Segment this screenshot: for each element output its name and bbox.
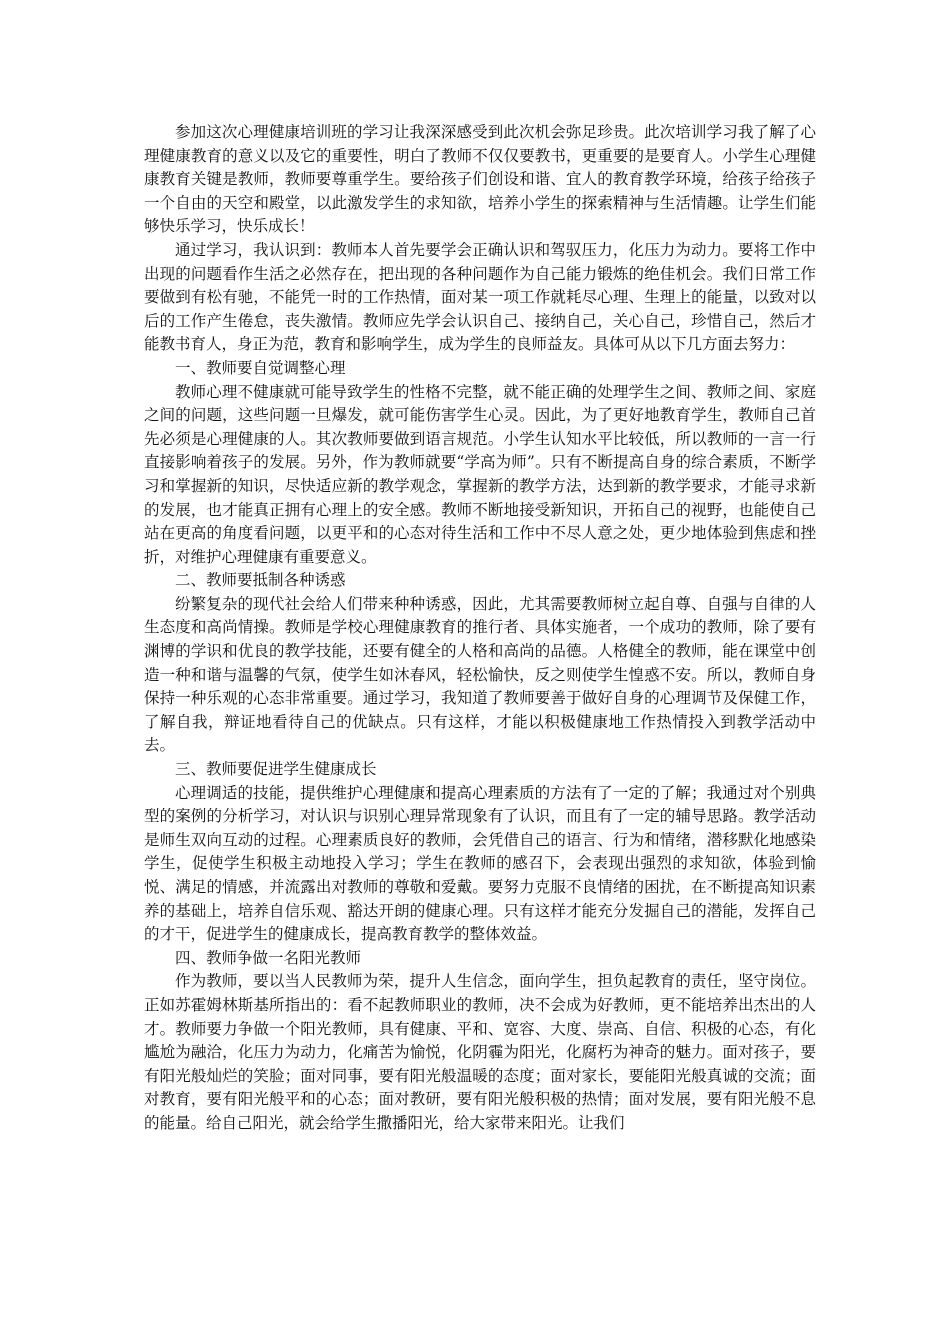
section-heading-2: 二、教师要抵制各种诱惑 bbox=[175, 571, 346, 590]
paragraph-section-2: 纷繁复杂的现代社会给人们带来种种诱惑，因此，尤其需要教师树立起自尊、自强与自律的人生态度和高尚情操。教师是学校心理健康教育的推行者、具体实施者，一个成功的教师，除了要有渊博的学识和优良的教学技能，还要有健全的人格和高尚的品德。人格健全的教师，能在课堂中创造一种和谐与温馨的气氛，使学生如沐春风，轻松愉快，反之则使学生惶惑不安。所以，教师自身保持一种乐观的心态非常重要。通过学习，我知道了教师要善于做好自身的心理调节及保健工作，了解自我，辩证地看待自己的优缺点。只有这样，才能以积极健康地工作热情投入到教学活动中去。 bbox=[144, 594, 816, 755]
paragraph-section-1: 教师心理不健康就可能导致学生的性格不完整，就不能正确的处理学生之间、教师之间、家庭之间的问题，这些问题一旦爆发，就可能伤害学生心灵。因此，为了更好地教育学生，教师自己首先必须是心理健康的人。其次教师要做到语言规范。小学生认知水平比较低，所以教师的一言一行直接影响着孩子的发展。另外，作为教师就要“学高为师”。只有不断提高自身的综合素质，不断学习和掌握新的知识，尽快适应新的教学观念，掌握新的教学方法，达到新的教学要求，才能寻求新的发展，也才能真正拥有心理上的安全感。教师不断地接受新知识，开拓自己的视野，也能使自己站在更高的角度看问题，以更平和的心态对待生活和工作中不尽人意之处，更少地体验到焦虑和挫折，对维护心理健康有重要意义。 bbox=[144, 382, 816, 566]
document-body bbox=[144, 121, 816, 1136]
section-heading-3: 三、教师要促进学生健康成长 bbox=[175, 760, 377, 779]
section-heading-4: 四、教师争做一名阳光教师 bbox=[175, 948, 362, 967]
paragraph-section-3: 心理调适的技能，提供维护心理健康和提高心理素质的方法有了一定的了解；我通过对个别典型的案例的分析学习，对认识与识别心理异常现象有了认识，而且有了一定的辅导思路。教学活动是师生双向互动的过程。心理素质良好的教师，会凭借自己的语言、行为和情绪，潜移默化地感染学生，促使学生积极主动地投入学习；学生在教师的感召下，会表现出强烈的求知欲，体验到愉悦、满足的情感，并流露出对教师的尊敬和爱戴。要努力克服不良情绪的困扰，在不断提高知识素养的基础上，培养自信乐观、豁达开朗的健康心理。只有这样才能充分发掘自己的潜能，发挥自己的才干，促进学生的健康成长，提高教育教学的整体效益。 bbox=[144, 783, 816, 944]
paragraph-intro: 参加这次心理健康培训班的学习让我深深感受到此次机会弥足珍贵。此次培训学习我了解了心理健康教育的意义以及它的重要性，明白了教师不仅仅要教书，更重要的是要育人。小学生心理健康教育关键是教师，教师要尊重学生。要给孩子们创设和谐、宜人的教育教学环境，给孩子给孩子一个自由的天空和殿堂，以此激发学生的求知欲，培养小学生的探索精神与生活情趣。让学生们能够快乐学习，快乐成长！ bbox=[144, 123, 816, 236]
section-heading-1: 一、教师要自觉调整心理 bbox=[175, 358, 346, 377]
paragraph-section-4: 作为教师，要以当人民教师为荣，提升人生信念，面向学生，担负起教育的责任，坚守岗位。正如苏霍姆林斯基所指出的：看不起教师职业的教师，决不会成为好教师，更不能培养出杰出的人才。教师要力争做一个阳光教师，具有健康、平和、宽容、大度、崇高、自信、积极的心态，有化尴尬为融洽，化压力为动力，化痛苦为愉悦，化阴霾为阳光，化腐朽为神奇的魅力。面对孩子，要有阳光般灿烂的笑脸；面对同事，要有阳光般温暖的态度；面对家长，要能阳光般真诚的交流；面对教育，要有阳光般平和的心态；面对教研，要有阳光般积极的热情；面对发展，要有阳光般不息的能量。给自己阳光，就会给学生撒播阳光，给大家带来阳光。让我们 bbox=[144, 972, 816, 1132]
paragraph-learning: 通过学习，我认识到：教师本人首先要学会正确认识和驾驭压力，化压力为动力。要将工作中出现的问题看作生活之必然存在，把出现的各种问题作为自己能力锻炼的绝佳机会。我们日常工作要做到有松有驰，不能凭一时的工作热情，面对某一项工作就耗尽心理、生理上的能量，以致对以后的工作产生倦怠，丧失激情。教师应先学会认识自己、接纳自己，关心自己，珍惜自己，然后才能教书育人，身正为范，教育和影响学生，成为学生的良师益友。具体可从以下几方面去努力： bbox=[144, 240, 816, 354]
